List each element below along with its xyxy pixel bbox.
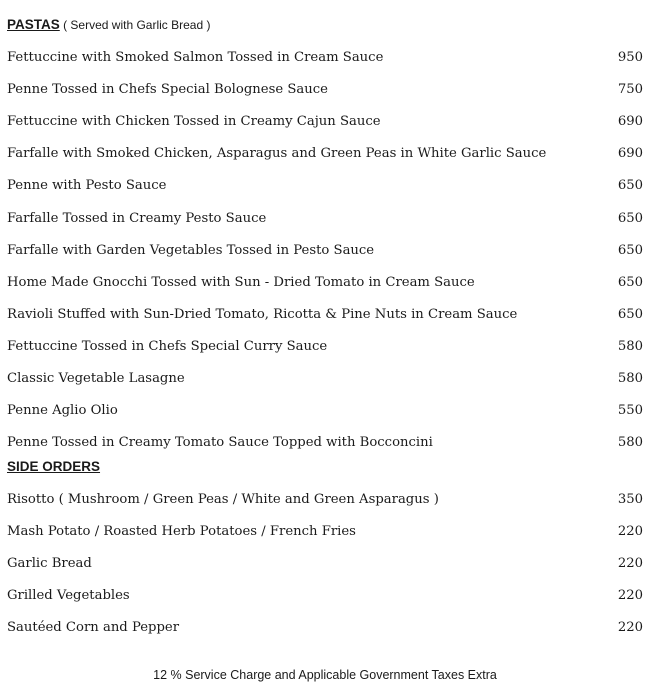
menu-item-name: Farfalle with Smoked Chicken, Asparagus and Green Peas in White Garlic Sauce (7, 146, 547, 162)
menu-item-price: 550 (617, 403, 643, 419)
menu-item-price: 650 (617, 242, 643, 258)
menu-item-price: 580 (617, 435, 643, 451)
menu-item-name: Classic Vegetable Lasagne (7, 371, 185, 386)
menu-item (7, 490, 643, 510)
menu-item-price: 690 (617, 146, 643, 162)
menu-item-price: 220 (617, 556, 643, 571)
menu-item-price: 750 (617, 82, 643, 98)
menu-item-name: Farfalle Tossed in Creamy Pesto Sauce (7, 210, 267, 226)
menu-item-price: 650 (617, 306, 643, 322)
menu-item (7, 273, 643, 293)
menu-item-price: 650 (617, 178, 643, 194)
menu-item (7, 209, 643, 229)
menu-item-name: Ravioli Stuffed with Sun-Dried Tomato, Ricotta & Pine Nuts in Cream Sauce (7, 306, 518, 322)
menu-item-name: Farfalle with Garden Vegetables Tossed in Pesto Sauce (7, 242, 375, 258)
menu-item (7, 112, 643, 132)
menu-item-name: Mash Potato / Roasted Herb Potatoes / French Fries (7, 524, 356, 539)
menu-item (7, 522, 643, 542)
menu-item (7, 401, 643, 421)
menu-item (7, 48, 643, 68)
menu-item-name: Sautéed Corn and Pepper (7, 620, 180, 635)
side-orders-title: SIDE ORDERS (7, 459, 101, 474)
menu-item-name: Risotto ( Mushroom / Green Peas / White and Green Asparagus ) (7, 492, 439, 507)
menu-item (7, 618, 643, 638)
menu-item-price: 220 (617, 588, 643, 603)
menu-item-name: Fettuccine with Smoked Salmon Tossed in Cream Sauce (7, 50, 384, 65)
menu-item-price: 950 (617, 50, 643, 65)
menu-item-name: Fettuccine with Chicken Tossed in Creamy Cajun Sauce (7, 114, 381, 130)
menu-item-price: 580 (617, 338, 643, 354)
menu-item (7, 433, 643, 453)
menu-item-name: Home Made Gnocchi Tossed with Sun - Dried Tomato in Cream Sauce (7, 274, 475, 290)
menu-item-price: 350 (617, 492, 643, 507)
menu-item-price: 690 (617, 114, 643, 130)
menu-item-price: 650 (617, 274, 643, 290)
menu-item-name: Penne Tossed in Creamy Tomato Sauce Topped with Bocconcini (7, 435, 433, 451)
menu-item-price: 650 (617, 210, 643, 226)
menu-item-price: 220 (617, 620, 643, 635)
menu-item (7, 554, 643, 574)
menu-item (7, 144, 643, 164)
menu-item-price: 220 (617, 524, 643, 539)
menu-item-name: Penne Tossed in Chefs Special Bolognese Sauce (7, 82, 328, 98)
menu-item-name: Penne with Pesto Sauce (7, 178, 167, 194)
pastas-subtitle: ( Served with Garlic Bread ) (59, 18, 211, 32)
menu-item (7, 369, 643, 389)
menu-item (7, 176, 643, 196)
menu-item-name: Penne Aglio Olio (7, 403, 118, 419)
menu-item-name: Grilled Vegetables (7, 588, 130, 603)
side-orders-heading (7, 459, 100, 474)
menu-item (7, 80, 643, 100)
pastas-title: PASTAS (7, 17, 60, 32)
menu-item (7, 337, 643, 357)
menu-item (7, 586, 643, 606)
footer-note: 12 % Service Charge and Applicable Government Taxes Extra (153, 668, 497, 682)
menu-item (7, 305, 643, 325)
menu-item-price: 580 (617, 371, 643, 386)
menu-item-name: Garlic Bread (7, 556, 92, 571)
menu-item (7, 241, 643, 261)
menu-item-name: Fettuccine Tossed in Chefs Special Curry Sauce (7, 338, 328, 354)
pastas-heading (7, 17, 210, 32)
